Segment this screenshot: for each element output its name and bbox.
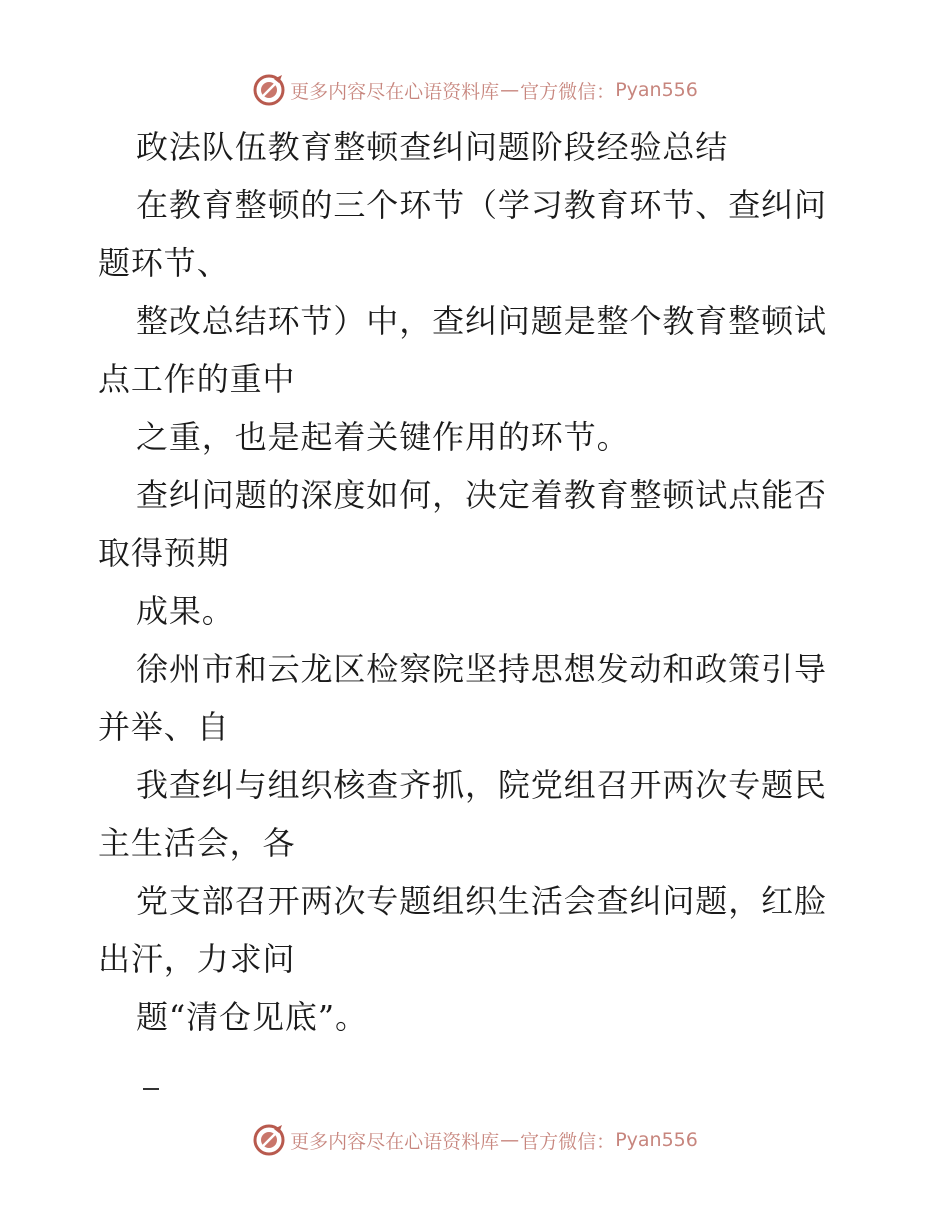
footer-watermark [0,1120,950,1160]
document-title: 政法队伍教育整顿查纠问题阶段经验总结 [136,128,729,166]
paragraph-line: 成果。 [136,592,235,630]
page-dash-mark [143,1088,159,1090]
paragraph-line: 之重，也是起着关键作用的环节。 [136,418,630,456]
document-body [98,118,858,1046]
paragraph-line: 出汗，力求问 [98,940,296,978]
paragraph-line: 题环节、 [98,244,230,282]
watermark-handle: Pyan556 [615,1129,698,1151]
paragraph-line: 徐州市和云龙区检察院坚持思想发动和政策引导 [136,650,827,688]
watermark-handle: Pyan556 [615,79,698,101]
paragraph-line: 并举、自 [98,708,230,746]
paragraph-line: 在教育整顿的三个环节（学习教育环节、查纠问 [136,186,827,224]
paragraph-line: 题“清仓见底”。 [136,998,368,1036]
paragraph-line: 查纠问题的深度如何，决定着教育整顿试点能否 [136,476,827,514]
watermark-label: 官方微信： [520,80,616,103]
paragraph-line: 整改总结环节）中，查纠问题是整个教育整顿试 [136,302,827,340]
watermark-label: 官方微信： [520,1130,616,1153]
paragraph-line: 取得预期 [98,534,230,572]
paragraph-line: 我查纠与组织核查齐抓，院党组召开两次专题民 [136,766,827,804]
watermark-dash: — [500,1129,520,1151]
paragraph-line: 主生活会，各 [98,824,296,862]
pen-logo-icon [252,1123,286,1157]
header-watermark [0,70,950,110]
watermark-dash: — [500,79,520,101]
paragraph-line: 党支部召开两次专题组织生活会查纠问题，红脸 [136,882,827,920]
pen-logo-icon [252,73,286,107]
watermark-brand: 更多内容尽在心语资料库 [290,80,500,103]
watermark-brand: 更多内容尽在心语资料库 [290,1130,500,1153]
paragraph-line: 点工作的重中 [98,360,296,398]
